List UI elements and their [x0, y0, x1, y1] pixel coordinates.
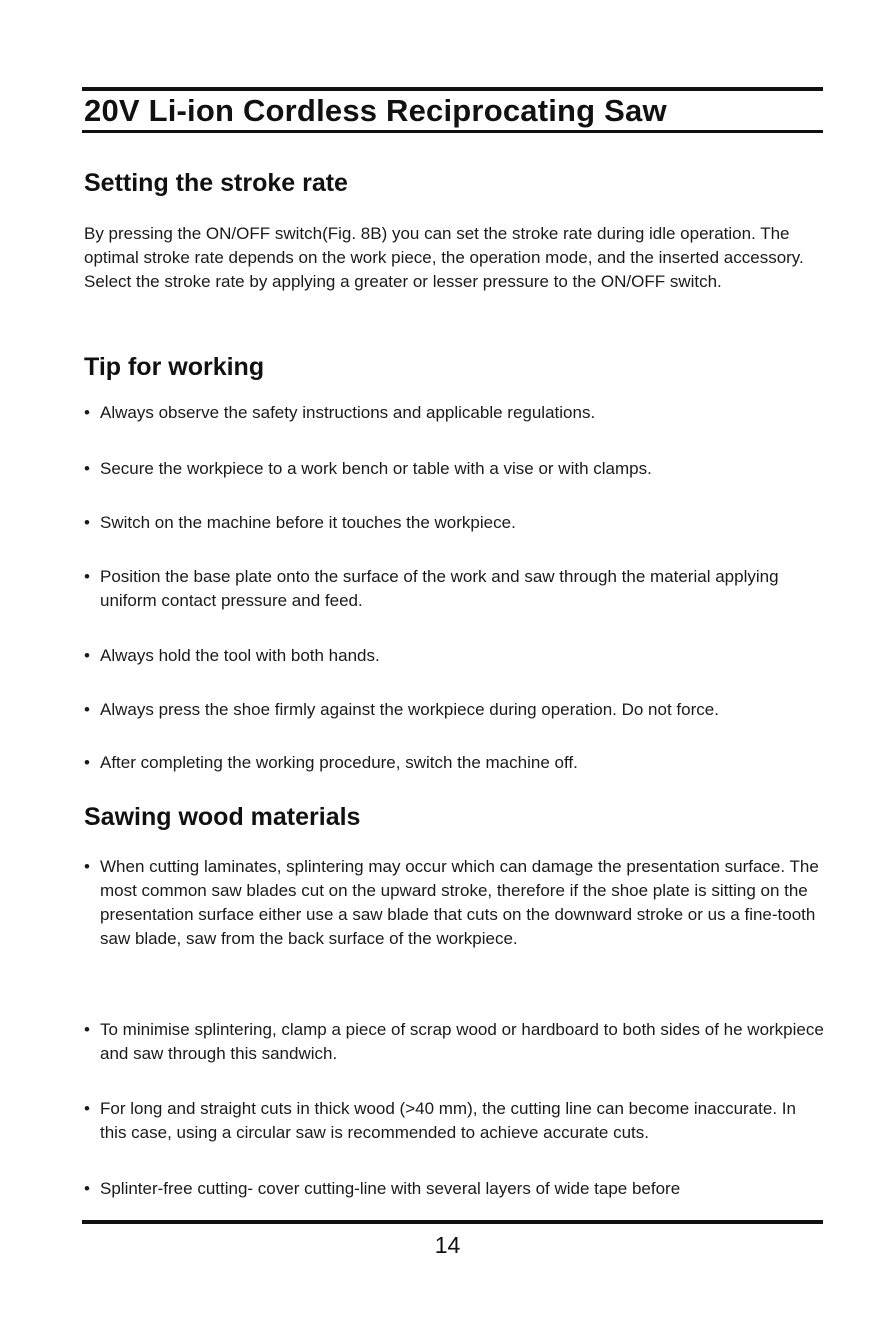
list-item-text: For long and straight cuts in thick wood (>40 mm), the cutting line can become inaccurate. In this case, using a circular saw is recommended to achieve accurate cuts. [100, 1099, 796, 1142]
list-item-text: Secure the workpiece to a work bench or table with a vise or with clamps. [100, 459, 652, 478]
bullet-dot: • [84, 567, 90, 586]
list-item-text: Always observe the safety instructions and applicable regulations. [100, 403, 596, 422]
bullet-dot: • [84, 753, 90, 772]
list-item [84, 644, 824, 668]
page-number: 14 [434, 1232, 461, 1258]
list-item [84, 1177, 824, 1201]
bullet-dot: • [84, 1020, 90, 1039]
section-heading-tip-for-working: Tip for working [84, 353, 265, 381]
stroke-rate-paragraph: By pressing the ON/OFF switch(Fig. 8B) you can set the stroke rate during idle operation. The optimal stroke rate depends on the work piece, the operation mode, and the inserted accessory. Select the stroke rate by applying a greater or lesser pressure to the ON/OFF switch. [84, 224, 804, 291]
list-item-text: When cutting laminates, splintering may occur which can damage the presentation surface. The most common saw blades cut on the upward stroke, therefore if the shoe plate is sitting on the presentation surface either use a saw blade that cuts on the downward stroke or us a fine-tooth saw blade, saw from the back surface of the workpiece. [100, 857, 819, 948]
footer-rule [82, 1220, 823, 1224]
section-heading-stroke-rate: Setting the stroke rate [84, 169, 348, 197]
bullet-dot: • [84, 403, 90, 422]
list-item-text: Position the base plate onto the surface of the work and saw through the material applying uniform contact pressure and feed. [100, 567, 779, 610]
title-top-rule [82, 87, 823, 91]
bullet-dot: • [84, 1179, 90, 1198]
section-heading-sawing-wood: Sawing wood materials [84, 803, 361, 831]
list-item [84, 511, 824, 535]
bullet-dot: • [84, 700, 90, 719]
title-bottom-rule [82, 130, 823, 133]
list-item [84, 751, 824, 775]
list-item [84, 855, 824, 951]
list-item [84, 565, 824, 613]
bullet-dot: • [84, 1099, 90, 1118]
list-item [84, 698, 824, 722]
bullet-dot: • [84, 646, 90, 665]
list-item [84, 401, 824, 425]
list-item [84, 1018, 824, 1066]
list-item-text: Splinter-free cutting- cover cutting-line with several layers of wide tape before [100, 1179, 681, 1198]
list-item-text: Always hold the tool with both hands. [100, 646, 380, 665]
list-item [84, 1097, 824, 1145]
bullet-dot: • [84, 857, 90, 876]
list-item-text: Always press the shoe firmly against the workpiece during operation. Do not force. [100, 700, 719, 719]
list-item [84, 457, 824, 481]
list-item-text: Switch on the machine before it touches the workpiece. [100, 513, 516, 532]
bullet-dot: • [84, 459, 90, 478]
document-title: 20V Li-ion Cordless Reciprocating Saw [84, 93, 667, 128]
list-item-text: After completing the working procedure, switch the machine off. [100, 753, 578, 772]
bullet-dot: • [84, 513, 90, 532]
list-item-text: To minimise splintering, clamp a piece of scrap wood or hardboard to both sides of he workpiece and saw through this sandwich. [100, 1020, 824, 1063]
